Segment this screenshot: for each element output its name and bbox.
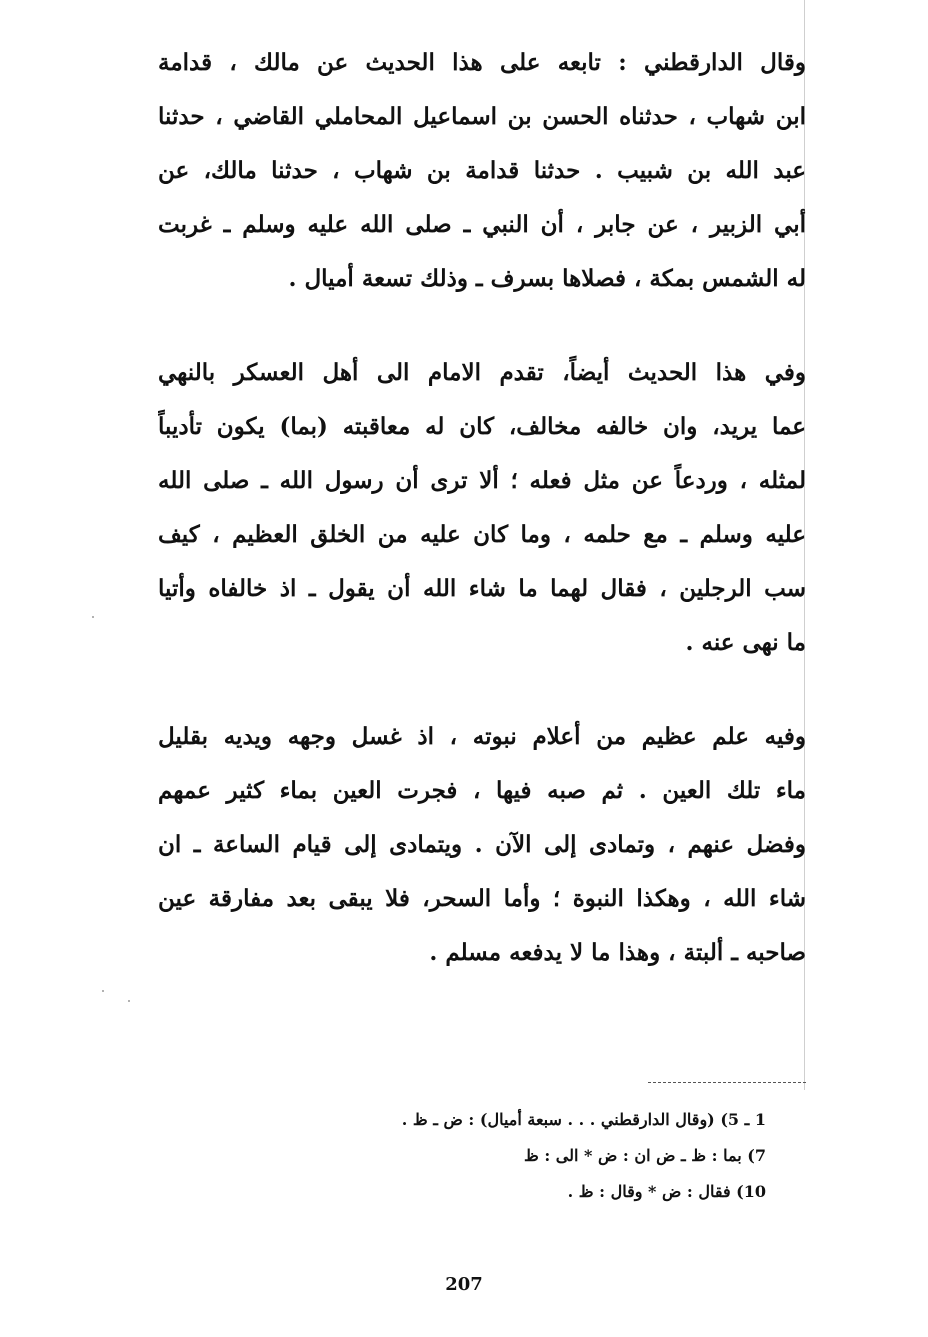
text-line: ابن شهاب ، حدثناه الحسن بن اسماعيل المحاملي القاضي ، حدثنا (158, 103, 806, 130)
text-line: وقال الدارقطني : تابعه على هذا الحديث عن مالك ، قدامة (158, 49, 806, 76)
text-line: ما نهى عنه . (685, 629, 806, 656)
paragraph-3 (158, 710, 806, 980)
text-line: صاحبه ـ ألبتة ، وهذا ما لا يدفعه مسلم . (429, 939, 806, 966)
scan-speck (102, 990, 104, 992)
scan-speck (128, 1000, 130, 1002)
text-line: أبي الزبير ، عن جابر ، أن النبي ـ صلى الله عليه وسلم ـ غربت (158, 211, 806, 238)
text-line: عبد الله بن شبيب . حدثنا قدامة بن شهاب ، حدثنا مالك، عن (158, 157, 806, 184)
text-line: وفي هذا الحديث أيضاً، تقدم الامام الى أهل العسكر بالنهي (158, 359, 806, 386)
paragraph-1 (158, 36, 806, 306)
text-line: شاء الله ، وهكذا النبوة ؛ وأما السحر، فلا يبقى بعد مفارقة عين (158, 885, 806, 912)
footnote: 7) بما : ظ ـ ض ان : ض * الى : ظ (523, 1146, 766, 1165)
text-line: عما يريد، وان خالفه مخالف، كان له معاقبته (بما) يكون تأديباً (158, 413, 806, 440)
main-text (158, 36, 806, 1020)
footnote: 1 ـ 5) (وقال الدارقطني . . . سبعة أميال) : ض ـ ظ . (401, 1110, 766, 1129)
text-line: له الشمس بمكة ، فصلاها بسرف ـ وذلك تسعة أميال . (288, 265, 806, 292)
text-line: وفيه علم عظيم من أعلام نبوته ، اذ غسل وجهه ويديه بقليل (158, 723, 806, 750)
text-line: ماء تلك العين . ثم صبه فيها ، فجرت العين بماء كثير عمهم (158, 777, 806, 804)
paragraph-2 (158, 346, 806, 670)
text-line: عليه وسلم ـ مع حلمه ، وما كان عليه من الخلق العظيم ، كيف (158, 521, 806, 548)
footnotes (300, 1102, 766, 1210)
text-line: وفضل عنهم ، وتمادى إلى الآن . ويتمادى إلى قيام الساعة ـ ان (158, 831, 806, 858)
page-number: 207 (445, 1274, 483, 1295)
text-line: سب الرجلين ، فقال لهما ما شاء الله أن يقول ـ اذ خالفاه وأتيا (158, 575, 806, 602)
text-line: لمثله ، وردعاً عن مثل فعله ؛ ألا ترى أن رسول الله ـ صلى الله (158, 467, 806, 494)
footnote-divider (648, 1082, 806, 1083)
scan-speck (92, 616, 94, 618)
footnote: 10) فقال : ض * وقال : ظ . (567, 1182, 766, 1201)
